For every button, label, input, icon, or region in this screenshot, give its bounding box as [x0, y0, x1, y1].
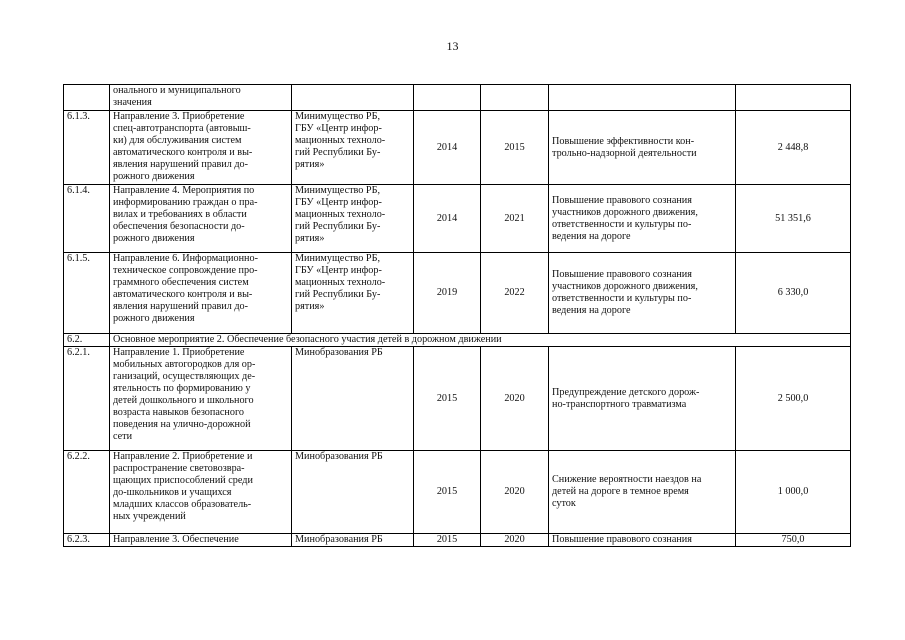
row-executor	[292, 85, 414, 111]
table-row	[64, 85, 851, 111]
table-row	[64, 451, 851, 534]
section-row	[64, 334, 851, 347]
row-end-year: 2020	[481, 347, 549, 451]
row-executor: Минобразования РБ	[292, 347, 414, 451]
row-number: 6.1.5.	[64, 253, 110, 334]
row-result: Повышение правового сознания	[549, 534, 736, 547]
row-amount: 6 330,0	[736, 253, 851, 334]
table-row	[64, 111, 851, 185]
row-amount: 1 000,0	[736, 451, 851, 534]
table-row	[64, 534, 851, 547]
row-end-year: 2020	[481, 534, 549, 547]
row-executor: Минимущество РБ, ГБУ «Центр инфор- мационных техноло- гий Республики Бу- рятия»	[292, 185, 414, 253]
row-result: Предупреждение детского дорож- но-транспортного травматизма	[549, 347, 736, 451]
row-start-year: 2015	[414, 347, 481, 451]
row-result	[549, 85, 736, 111]
row-executor: Минимущество РБ, ГБУ «Центр инфор- мационных техноло- гий Республики Бу- рятия»	[292, 111, 414, 185]
row-start-year: 2019	[414, 253, 481, 334]
row-direction: Направление 6. Информационно- техническое сопровождение про- граммного обеспечения систем автоматического контроля и вы- явления нарушений правил до- рожного движения	[110, 253, 292, 334]
row-amount	[736, 85, 851, 111]
section-title: Основное мероприятие 2. Обеспечение безопасного участия детей в дорожном движении	[110, 334, 851, 347]
row-number: 6.1.4.	[64, 185, 110, 253]
page-number: 13	[446, 39, 459, 53]
row-executor: Минобразования РБ	[292, 451, 414, 534]
row-number	[64, 85, 110, 111]
row-end-year: 2021	[481, 185, 549, 253]
table-row	[64, 185, 851, 253]
row-amount: 51 351,6	[736, 185, 851, 253]
table-row	[64, 253, 851, 334]
row-end-year	[481, 85, 549, 111]
row-executor: Минобразования РБ	[292, 534, 414, 547]
row-start-year	[414, 85, 481, 111]
row-end-year: 2020	[481, 451, 549, 534]
row-number: 6.2.1.	[64, 347, 110, 451]
row-result: Снижение вероятности наездов на детей на дороге в темное время суток	[549, 451, 736, 534]
row-number: 6.1.3.	[64, 111, 110, 185]
section-number: 6.2.	[64, 334, 110, 347]
row-start-year: 2015	[414, 451, 481, 534]
row-end-year: 2015	[481, 111, 549, 185]
row-direction: Направление 4. Мероприятия по информированию граждан о пра- вилах и требованиях в области обеспечения безопасности до- рожного движения	[110, 185, 292, 253]
measures-table	[63, 84, 851, 547]
row-result: Повышение правового сознания участников дорожного движения, ответственности и культуры по- ведения на дороге	[549, 253, 736, 334]
row-amount: 2 500,0	[736, 347, 851, 451]
row-direction: Направление 3. Обеспечение	[110, 534, 292, 547]
row-direction: онального и муниципального значения	[110, 85, 292, 111]
row-executor: Минимущество РБ, ГБУ «Центр инфор- мационных техноло- гий Республики Бу- рятия»	[292, 253, 414, 334]
row-number: 6.2.3.	[64, 534, 110, 547]
row-start-year: 2015	[414, 534, 481, 547]
row-end-year: 2022	[481, 253, 549, 334]
row-result: Повышение правового сознания участников дорожного движения, ответственности и культуры по- ведения на дороге	[549, 185, 736, 253]
row-start-year: 2014	[414, 111, 481, 185]
row-direction: Направление 2. Приобретение и распространение световозвра- щающих приспособлений среди до-школьников и учащихся младших классов образователь- ных учреждений	[110, 451, 292, 534]
row-amount: 750,0	[736, 534, 851, 547]
table-row	[64, 347, 851, 451]
row-direction: Направление 3. Приобретение спец-автотранспорта (автовыш- ки) для обслуживания систем автоматического контроля и вы- явления нарушений правил до- рожного движения	[110, 111, 292, 185]
row-number: 6.2.2.	[64, 451, 110, 534]
row-result: Повышение эффективности кон- трольно-надзорной деятельности	[549, 111, 736, 185]
row-direction: Направление 1. Приобретение мобильных автогородков для ор- ганизаций, осуществляющих де- ятельность по формированию у детей дошкольного и школьного возраста навыков безопасного поведения на улично-дорожной сети	[110, 347, 292, 451]
row-start-year: 2014	[414, 185, 481, 253]
row-amount: 2 448,8	[736, 111, 851, 185]
